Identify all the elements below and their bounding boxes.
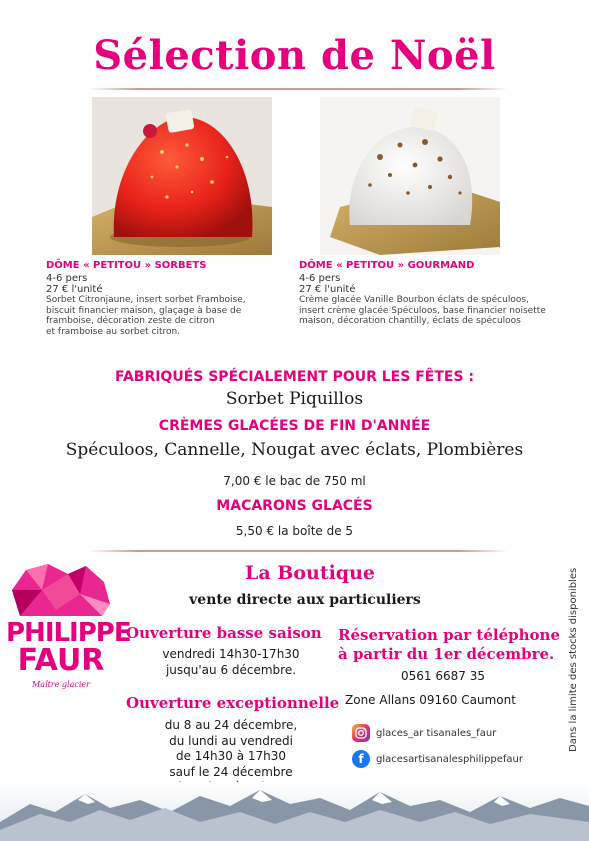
product-servings: 4-6 pers	[46, 273, 88, 284]
logo-crystal-icon	[6, 560, 116, 620]
phone-number[interactable]: 0561 6687 35	[401, 669, 485, 683]
product-description	[46, 295, 276, 337]
hours-line: du 8 au 24 décembre,	[164, 718, 298, 732]
product-name: DÔME « PETITOU » SORBETS	[46, 260, 207, 271]
stock-note: Dans la limite des stocks disponibles	[568, 567, 579, 752]
logo	[6, 560, 131, 700]
page-title: Sélection de Noël	[93, 32, 496, 79]
price-value: 27 €	[299, 284, 322, 295]
facebook-link[interactable]	[352, 750, 552, 768]
hours-line: sauf le 24 décembre	[169, 764, 293, 779]
specials-item: Sorbet Piquillos	[225, 389, 364, 409]
hours-line: du lundi au vendredi	[169, 733, 293, 748]
description-line: framboise, décoration zeste de citron	[46, 316, 215, 326]
divider	[88, 550, 508, 552]
macarons-price: 5,50 € la boîte de 5	[235, 524, 354, 538]
cremes-heading: CRÈMES GLACÉES DE FIN D'ANNÉE	[158, 418, 431, 434]
logo-line1: PHILIPPE	[6, 618, 131, 648]
facebook-icon: f	[352, 750, 370, 768]
hours-line: de 14h30 à 17h30	[175, 749, 287, 763]
description-line: biscuit financier maison, glaçage à base de	[46, 305, 242, 316]
hours-line: jusqu'au 6 décembre.	[165, 663, 297, 677]
mountains-banner	[0, 782, 589, 841]
instagram-handle: glaces_ar tisanales_faur	[376, 727, 497, 739]
price-unit: l'unité	[71, 284, 103, 295]
reservation-heading-line: Réservation par téléphone	[338, 626, 560, 644]
product-servings: 4-6 pers	[299, 273, 341, 284]
product-gourmand	[299, 260, 559, 327]
product-photo-gourmand	[320, 97, 500, 255]
instagram-link[interactable]	[352, 724, 552, 742]
description-line: Crème glacée Vanille Bourbon éclats de spéculoos,	[299, 295, 529, 305]
reservation-heading-line: à partir du 1er décembre.	[338, 645, 555, 663]
reservation-heading	[338, 626, 563, 664]
price-value: 27 €	[46, 284, 69, 295]
cremes-price: 7,00 € le bac de 750 ml	[223, 474, 366, 488]
product-price	[299, 284, 559, 295]
basse-saison-hours	[126, 646, 336, 678]
logo-tagline: Maître glacier	[32, 680, 90, 689]
hours-line: vendredi 14h30-17h30	[162, 647, 300, 661]
logo-line2: FAUR	[17, 643, 105, 678]
address: Zone Allans 09160 Caumont	[345, 693, 516, 707]
exceptionnelle-heading: Ouverture exceptionnelle	[126, 694, 340, 712]
divider	[88, 88, 508, 90]
description-line: Sorbet Citronjaune, insert sorbet Framboise,	[46, 295, 246, 305]
boutique-subtitle: vente directe aux particuliers	[189, 592, 421, 608]
instagram-icon	[352, 724, 370, 742]
product-sorbets	[46, 260, 276, 337]
basse-saison-heading: Ouverture basse saison	[126, 624, 322, 642]
cremes-flavors: Spéculoos, Cannelle, Nougat avec éclats, Plombières	[65, 440, 524, 460]
product-description	[299, 295, 559, 327]
price-unit: l'unité	[324, 284, 356, 295]
product-name: DÔME « PETITOU » GOURMAND	[299, 260, 475, 271]
boutique-title: La Boutique	[244, 562, 375, 584]
product-price	[46, 284, 276, 295]
macarons-heading: MACARONS GLACÉS	[216, 498, 373, 514]
description-line: et framboise au sorbet citron.	[46, 326, 181, 337]
product-photo-sorbets	[92, 97, 272, 255]
facebook-handle: glacesartisanalesphilippefaur	[376, 753, 523, 765]
description-line: insert crème glacée Spéculoos, base financier noisette	[299, 305, 546, 316]
description-line: maison, décoration chantilly, éclats de spéculoos	[299, 316, 521, 326]
specials-heading: FABRIQUÉS SPÉCIALEMENT POUR LES FÊTES :	[114, 369, 474, 385]
